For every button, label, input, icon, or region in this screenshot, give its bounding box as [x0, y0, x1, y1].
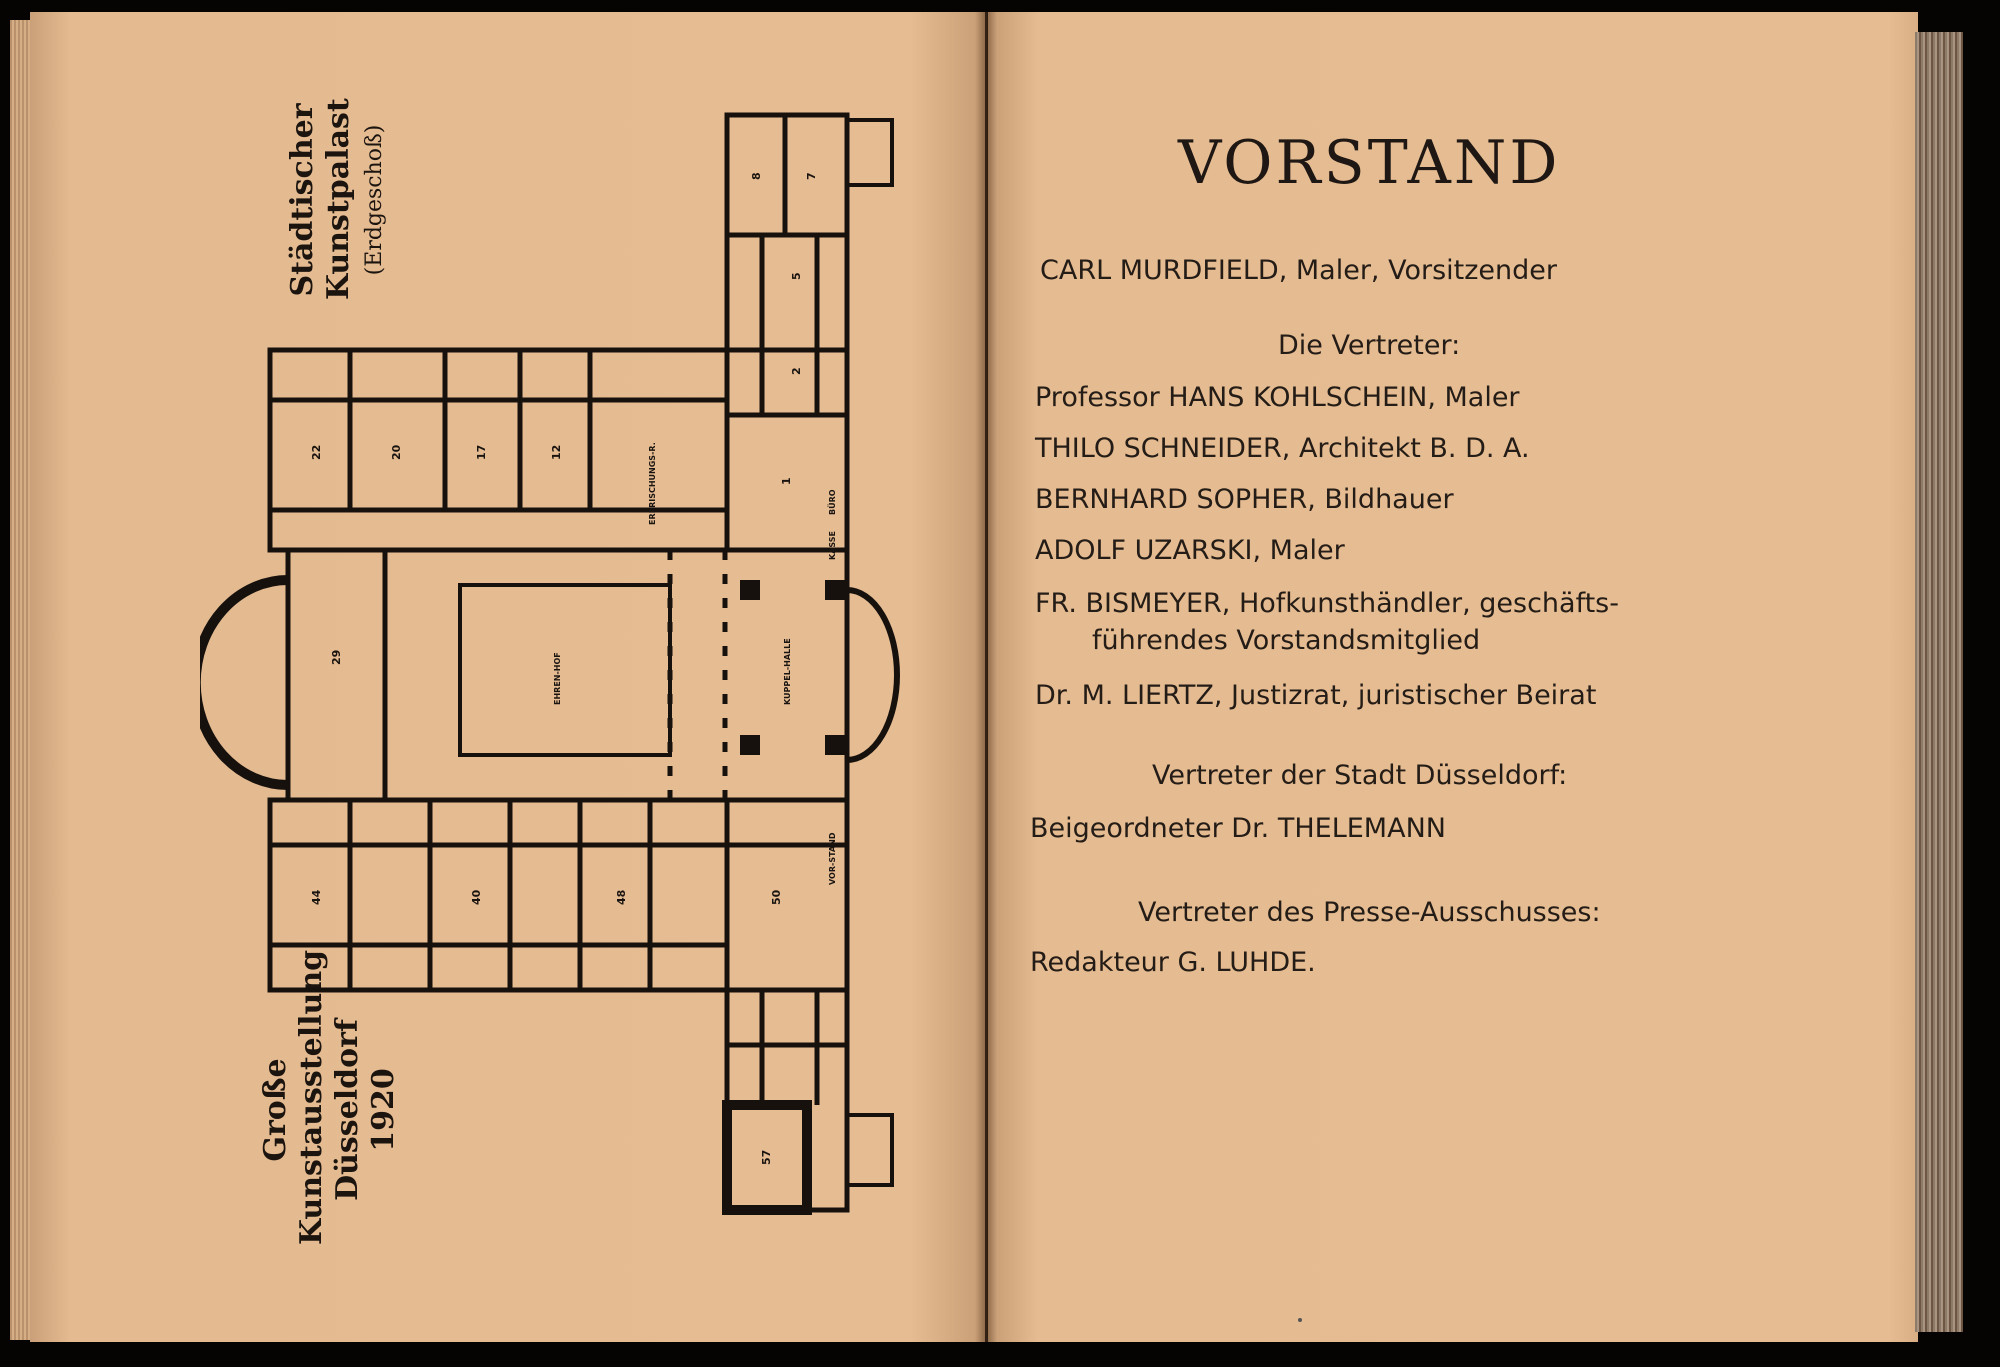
stair	[847, 120, 892, 185]
label-ehrenhof: EHREN-HOF	[553, 652, 562, 705]
room-number: 12	[550, 444, 563, 460]
city-rep: Beigeordneter Dr. THELEMANN	[1030, 813, 1446, 844]
room-number: 50	[770, 889, 783, 905]
room-number: 48	[615, 889, 628, 905]
room-number: 22	[310, 444, 323, 460]
plan-title-line: Große	[258, 1058, 293, 1162]
stair	[847, 1115, 892, 1185]
room-number: 8	[750, 172, 763, 180]
deputies-heading: Die Vertreter:	[1278, 330, 1461, 361]
plan-wall	[270, 800, 847, 990]
pillar	[740, 735, 760, 755]
label-buero: BÜRO	[828, 489, 837, 515]
press-rep: Redakteur G. LUHDE.	[1030, 947, 1316, 978]
room-number: 40	[470, 889, 483, 905]
room-number: 5	[790, 272, 803, 280]
page-speck	[1298, 1318, 1302, 1322]
apse	[200, 580, 288, 785]
room-number: 1	[780, 477, 793, 485]
plan-title-line: Städtischer	[285, 103, 320, 297]
label-vorstand: VOR-STAND	[828, 832, 837, 885]
page-title: VORSTAND	[1178, 128, 1561, 198]
deputy-line: führendes Vorstandsmitglied	[1092, 625, 1481, 656]
floor-plan	[200, 105, 960, 1245]
plan-title-line: Kunstpalast	[321, 98, 356, 300]
pillar	[825, 580, 845, 600]
deputy-line: Dr. M. LIERTZ, Justizrat, juristischer Beirat	[1035, 680, 1597, 711]
label-kuppelhalle: KUPPEL-HALLE	[783, 638, 792, 705]
deputy-line: ADOLF UZARSKI, Maler	[1035, 535, 1345, 566]
room-number: 2	[790, 367, 803, 375]
label-kasse: KASSE	[828, 530, 837, 560]
city-heading: Vertreter der Stadt Düsseldorf:	[1152, 760, 1568, 791]
deputy-line: Professor HANS KOHLSCHEIN, Maler	[1035, 382, 1520, 413]
room-number: 29	[330, 649, 343, 665]
kuppel-curve	[847, 590, 897, 760]
room-number: 57	[760, 1149, 773, 1165]
page-edges-right	[1915, 32, 1963, 1332]
plan-wall	[270, 350, 727, 550]
room-number: 7	[805, 172, 818, 180]
deputy-line: THILO SCHNEIDER, Architekt B. D. A.	[1035, 433, 1530, 464]
room-number: 44	[310, 889, 323, 905]
ehrenhof-outline	[460, 585, 670, 755]
room-number: 20	[390, 444, 403, 460]
pillar	[740, 580, 760, 600]
plan-title-line: (Erdgeschoß)	[362, 124, 387, 276]
plan-title-line: Kunstausstellung	[294, 949, 329, 1245]
book-spine	[975, 12, 997, 1342]
plan-wall	[288, 550, 847, 800]
plan-title-line: 1920	[366, 1068, 401, 1152]
deputy-line: BERNHARD SOPHER, Bildhauer	[1035, 484, 1454, 515]
plan-title-line: Düsseldorf	[330, 1019, 365, 1201]
pillar	[825, 735, 845, 755]
label-erfrischungsraum: ERFRISCHUNGS-R.	[648, 442, 657, 525]
press-heading: Vertreter des Presse-Ausschusses:	[1138, 897, 1601, 928]
chair-line: CARL MURDFIELD, Maler, Vorsitzender	[1040, 255, 1557, 286]
room-number: 17	[475, 444, 488, 460]
right-page	[988, 12, 1918, 1342]
deputy-line: FR. BISMEYER, Hofkunsthändler, geschäfts-	[1035, 588, 1619, 619]
